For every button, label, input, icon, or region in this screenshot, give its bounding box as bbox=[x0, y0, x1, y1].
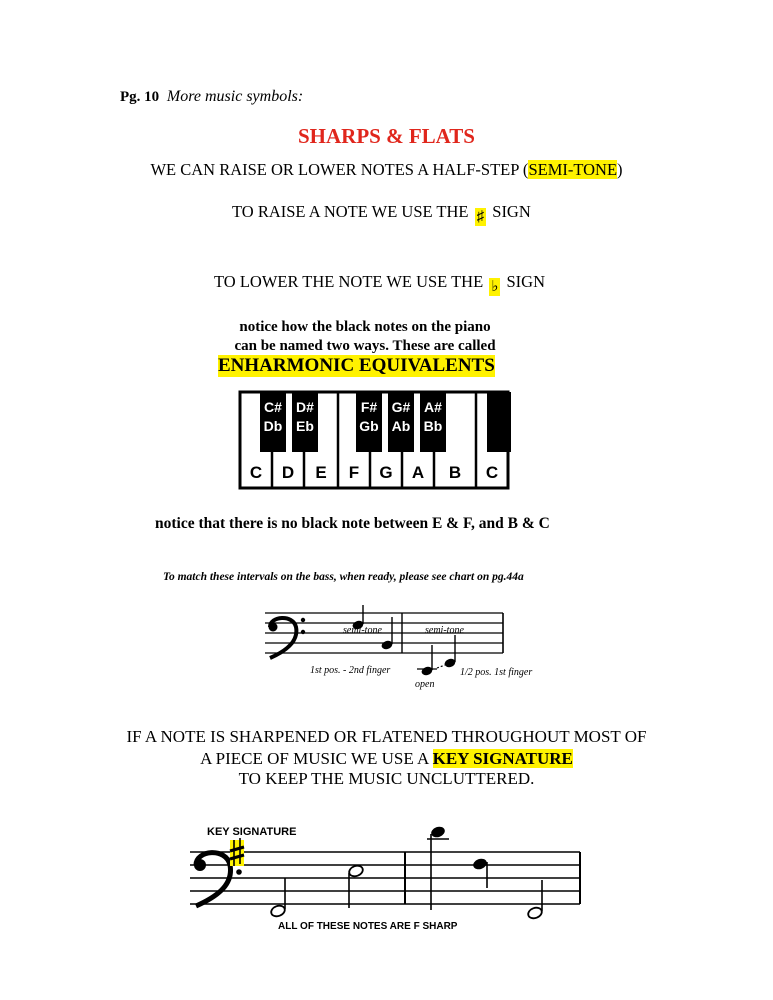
key-signature-highlight: KEY SIGNATURE bbox=[432, 749, 573, 768]
note-head bbox=[527, 880, 544, 920]
intro-text: WE CAN RAISE OR LOWER NOTES A HALF-STEP ( bbox=[150, 160, 529, 179]
sharp-icon: ♯ bbox=[476, 209, 485, 225]
flat-icon: ♭ bbox=[491, 279, 499, 295]
piano-keyboard bbox=[238, 390, 513, 495]
black-key-label-flat: Bb bbox=[423, 418, 443, 434]
black-key-label-sharp: F# bbox=[360, 399, 378, 415]
black-key-label-flat: Eb bbox=[296, 418, 314, 434]
lower-sign-text: SIGN bbox=[506, 272, 546, 291]
note-head bbox=[443, 635, 456, 669]
white-key-label: D bbox=[281, 463, 295, 482]
lower-line bbox=[214, 272, 545, 296]
black-key-label-flat: Ab bbox=[391, 418, 411, 434]
note-head bbox=[270, 878, 287, 918]
white-key-label: E bbox=[315, 463, 327, 482]
key-signature-footer: ALL OF THESE NOTES ARE F SHARP bbox=[278, 921, 458, 932]
semitone-label: semi-tone bbox=[343, 625, 382, 636]
raise-sign-text: SIGN bbox=[492, 202, 531, 221]
enharmonic-highlight: ENHARMONIC EQUIVALENTS bbox=[218, 355, 495, 376]
page-number: Pg. 10 bbox=[120, 89, 160, 105]
semitone-staff bbox=[265, 605, 585, 705]
intro-close: ) bbox=[617, 160, 623, 179]
position-label: 1st pos. - 2nd finger bbox=[310, 665, 391, 676]
black-key-label-flat: Db bbox=[263, 418, 283, 434]
note-head bbox=[380, 617, 393, 651]
staff-lines bbox=[190, 852, 580, 904]
match-intervals-note: To match these intervals on the bass, when ready, please see chart on pg.44a bbox=[163, 571, 524, 583]
notice-no-black-note: notice that there is no black note between E & F, and B & C bbox=[155, 515, 550, 532]
notice-black-line-2: can be named two ways. These are called bbox=[234, 338, 496, 354]
page-subtitle: More music symbols: bbox=[166, 88, 304, 105]
black-key-label-flat: Gb bbox=[359, 418, 379, 434]
key-signature-staff bbox=[190, 820, 590, 920]
half-position-label: 1/2 pos. 1st finger bbox=[460, 667, 533, 678]
open-string-label: open bbox=[415, 679, 435, 690]
key-signature-text-line-3: TO KEEP THE MUSIC UNCLUTTERED. bbox=[238, 769, 535, 788]
key-signature-text-line-2 bbox=[0, 748, 773, 770]
raise-text: TO RAISE A NOTE WE USE THE bbox=[232, 202, 469, 221]
section-title: SHARPS & FLATS bbox=[298, 124, 475, 148]
raise-line bbox=[232, 202, 531, 226]
notice-black-line-1: notice how the black notes on the piano bbox=[239, 319, 491, 335]
note-head bbox=[348, 864, 365, 908]
key-signature-highlight-box bbox=[230, 840, 244, 866]
semitone-label: semi-tone bbox=[425, 625, 464, 636]
black-key-cs-upper bbox=[487, 392, 511, 452]
white-key-label: C bbox=[485, 463, 499, 482]
lower-text: TO LOWER THE NOTE WE USE THE bbox=[214, 272, 484, 291]
bass-clef-icon bbox=[269, 618, 306, 658]
white-key-label: B bbox=[448, 463, 462, 482]
black-key-label-sharp: A# bbox=[424, 399, 442, 415]
white-key-label: A bbox=[411, 463, 425, 482]
note-head bbox=[417, 645, 437, 677]
white-key-label: G bbox=[379, 463, 393, 482]
white-key-label: F bbox=[348, 463, 360, 482]
slur-dashes bbox=[437, 665, 445, 668]
key-signature-text-before: A PIECE OF MUSIC WE USE A bbox=[200, 749, 429, 768]
key-signature-text-line-1: IF A NOTE IS SHARPENED OR FLATENED THROUGHOUT MOST OF bbox=[126, 727, 647, 746]
notice-black-notes bbox=[0, 318, 730, 356]
white-key-label: C bbox=[249, 463, 263, 482]
black-key-label-sharp: G# bbox=[391, 399, 411, 415]
note-head bbox=[427, 825, 449, 910]
intro-line bbox=[0, 160, 773, 180]
note-head bbox=[472, 857, 489, 888]
black-key-label-sharp: C# bbox=[264, 399, 282, 415]
black-key-label-sharp: D# bbox=[296, 399, 314, 415]
page-header bbox=[120, 88, 303, 106]
key-signature-label: KEY SIGNATURE bbox=[207, 826, 297, 838]
semitone-highlight: SEMI-TONE bbox=[528, 160, 618, 179]
